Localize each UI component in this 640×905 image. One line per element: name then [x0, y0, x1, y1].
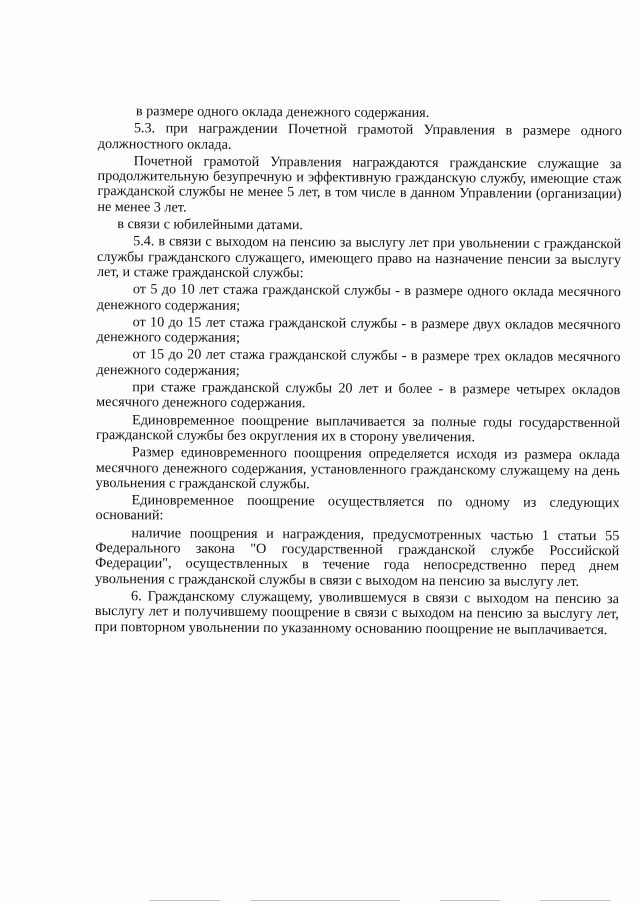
- paragraph-20-plus-years: при стаже гражданской службы 20 лет и более - в размере четырех окладов месячного денежного содержания.: [96, 379, 621, 412]
- scan-edge-mark: [540, 900, 610, 901]
- scan-edge-mark: [440, 900, 500, 901]
- paragraph-5-10-years: от 5 до 10 лет стажа гражданской службы - в размере одного оклада месячного денежного содержания;: [96, 281, 621, 314]
- paragraph-honor-certificate: Почетной грамотой Управления награждаются гражданские служащие за продолжительную безупречную и эффективную гражданскую службу, имеющие стаж гражданской службы не менее 5 лет, в том числе в данном Управлении (организации) не менее 3 лет.: [97, 153, 622, 216]
- scan-edge-mark: [250, 900, 400, 901]
- paragraph-1: в размере одного оклада денежного содержания.: [135, 103, 430, 122]
- paragraph-grounds: Единовременное поощрение осуществляется по одному из следующих оснований:: [95, 492, 620, 524]
- scan-edge-mark: [150, 900, 220, 901]
- paragraph-5-4: 5.4. в связи с выходом на пенсию за выслугу лет при увольнении с гражданской службы гражданского служащего, имеющего право на назначение пенсии за выслугу лет, и стаже гражданской службы:: [96, 233, 622, 282]
- paragraph-6: 6. Гражданскому служащему, уволившемуся в связи с выходом на пенсию за выслугу лет и получившему поощрение в связи с выходом на пенсию за выслугу лет, при повторном увольнении по указанному основанию поощрение не выплачивается.: [94, 588, 620, 638]
- paragraph-15-20-years: от 15 до 20 лет стажа гражданской службы - в размере трех окладов месячного денежного содержания;: [96, 346, 621, 379]
- paragraph-awards: наличие поощрения и награждения, предусмотренных частью 1 статьи 55 Федерального закона "О государственной гражданской службе Российской Федерации", осуществленных в течение года непосредственно перед днем увольнения с гражданской службы в связи с выходом на пенсию за выслугу лет.: [95, 524, 620, 590]
- paragraph-5-3: 5.3. при награждении Почетной грамотой Управления в размере одного должностного оклада.: [97, 120, 622, 153]
- paragraph-jubilee: в связи с юбилейными датами.: [117, 216, 304, 234]
- paragraph-10-15-years: от 10 до 15 лет стажа гражданской службы - в размере двух окладов месячного денежного содержания;: [96, 314, 621, 347]
- paragraph-full-years: Единовременное поощрение выплачивается за полные годы государственной гражданской службы без округления их в сторону увеличения.: [95, 411, 621, 446]
- paragraph-amount: Размер единовременного поощрения определяется исходя из размера оклада месячного денежного содержания, установленного гражданскому служащему на день увольнения с гражданской службы.: [95, 444, 620, 493]
- document-body: [95, 104, 622, 640]
